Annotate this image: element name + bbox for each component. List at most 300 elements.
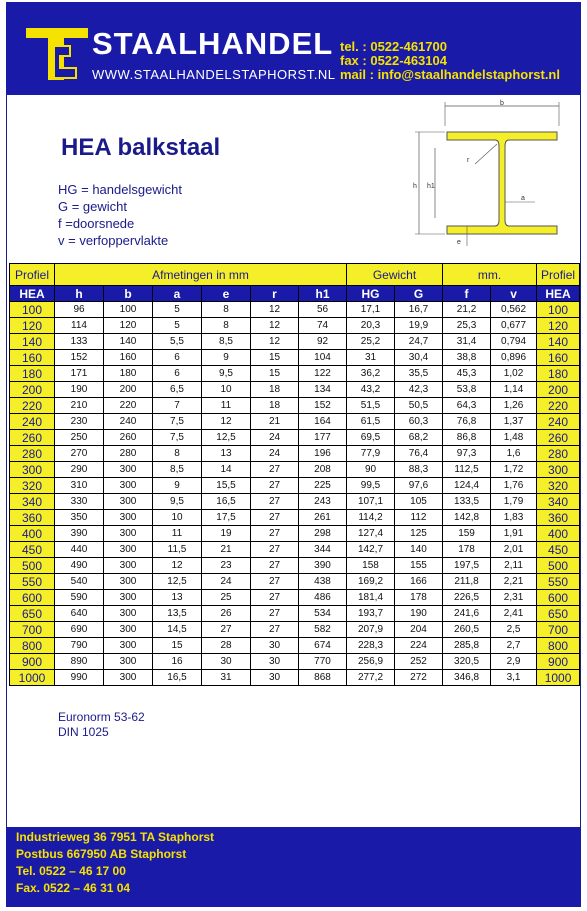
table-cell: 210: [55, 398, 104, 414]
table-cell: 1,48: [491, 430, 537, 446]
table-cell: 19,9: [395, 318, 443, 334]
table-cell: 61,5: [347, 414, 395, 430]
table-cell: 27: [251, 606, 299, 622]
table-cell: 122: [299, 366, 347, 382]
legend-v: v = verfoppervlakte: [58, 233, 169, 248]
table-cell: 300: [104, 574, 153, 590]
table-cell: 1,37: [491, 414, 537, 430]
table-cell: 8: [153, 446, 202, 462]
profile-cell: 800: [10, 638, 55, 654]
table-cell: 97,3: [443, 446, 491, 462]
table-cell: 16,5: [153, 670, 202, 686]
table-cell: 13,5: [153, 606, 202, 622]
profile-cell: 500: [10, 558, 55, 574]
table-cell: 0,794: [491, 334, 537, 350]
table-cell: 300: [104, 462, 153, 478]
profile-cell: 260: [10, 430, 55, 446]
dim-r-label: r: [467, 157, 470, 164]
table-row: [10, 334, 580, 350]
profile-cell: 650: [537, 606, 580, 622]
table-cell: 152: [299, 398, 347, 414]
table-cell: 68,2: [395, 430, 443, 446]
header-mm: mm.: [443, 264, 537, 286]
table-cell: 790: [55, 638, 104, 654]
table-cell: 9: [153, 478, 202, 494]
table-cell: 344: [299, 542, 347, 558]
table-cell: 1,79: [491, 494, 537, 510]
table-cell: 256,9: [347, 654, 395, 670]
dim-h-label: h: [413, 183, 417, 190]
profile-cell: 180: [10, 366, 55, 382]
table-cell: 25: [202, 590, 251, 606]
contact-tel: tel. : 0522-461700: [340, 39, 447, 54]
table-cell: 320,5: [443, 654, 491, 670]
table-cell: 8: [202, 318, 251, 334]
table-cell: 27: [251, 542, 299, 558]
table-cell: 224: [395, 638, 443, 654]
table-row: [10, 350, 580, 366]
table-row: [10, 510, 580, 526]
table-cell: 490: [55, 558, 104, 574]
table-cell: 171: [55, 366, 104, 382]
profile-cell: 600: [10, 590, 55, 606]
table-cell: 208: [299, 462, 347, 478]
table-cell: 12: [153, 558, 202, 574]
table-cell: 17,1: [347, 302, 395, 318]
table-cell: 97,6: [395, 478, 443, 494]
table-cell: 890: [55, 654, 104, 670]
table-cell: 164: [299, 414, 347, 430]
profile-cell: 100: [10, 302, 55, 318]
table-cell: 7: [153, 398, 202, 414]
table-cell: 159: [443, 526, 491, 542]
table-row: [10, 654, 580, 670]
table-cell: 120: [104, 318, 153, 334]
table-cell: 27: [251, 574, 299, 590]
table-cell: 10: [153, 510, 202, 526]
profile-cell: 340: [537, 494, 580, 510]
profile-cell: 140: [10, 334, 55, 350]
table-cell: 10: [202, 382, 251, 398]
profile-cell: 320: [537, 478, 580, 494]
table-cell: 540: [55, 574, 104, 590]
table-cell: 178: [395, 590, 443, 606]
profile-cell: 160: [537, 350, 580, 366]
table-cell: 125: [395, 526, 443, 542]
table-cell: 2,31: [491, 590, 537, 606]
table-row: [10, 318, 580, 334]
table-cell: 166: [395, 574, 443, 590]
table-cell: 107,1: [347, 494, 395, 510]
table-cell: 770: [299, 654, 347, 670]
table-cell: 31,4: [443, 334, 491, 350]
table-cell: 9,5: [153, 494, 202, 510]
table-cell: 13: [202, 446, 251, 462]
profile-cell: 200: [537, 382, 580, 398]
table-cell: 20,3: [347, 318, 395, 334]
table-cell: 23: [202, 558, 251, 574]
table-cell: 197,5: [443, 558, 491, 574]
table-cell: 7,5: [153, 414, 202, 430]
table-cell: 69,5: [347, 430, 395, 446]
table-cell: 6: [153, 366, 202, 382]
table-cell: 42,3: [395, 382, 443, 398]
profile-cell: 650: [10, 606, 55, 622]
table-cell: 15: [251, 350, 299, 366]
table-row: [10, 606, 580, 622]
profile-cell: 240: [10, 414, 55, 430]
table-row: [10, 670, 580, 686]
header-profiel: Profiel: [10, 264, 55, 286]
table-cell: 2,9: [491, 654, 537, 670]
table-cell: 3,1: [491, 670, 537, 686]
table-cell: 24: [202, 574, 251, 590]
table-cell: 640: [55, 606, 104, 622]
table-cell: 24: [251, 430, 299, 446]
col-header: a: [153, 286, 202, 302]
table-cell: 112: [395, 510, 443, 526]
profile-cell: 400: [537, 526, 580, 542]
header-afmetingen: Afmetingen in mm: [55, 264, 347, 286]
table-cell: 390: [299, 558, 347, 574]
table-cell: 51,5: [347, 398, 395, 414]
dim-e-label: e: [457, 239, 461, 246]
table-cell: 190: [55, 382, 104, 398]
table-row: [10, 574, 580, 590]
table-cell: 177: [299, 430, 347, 446]
table-cell: 16,5: [202, 494, 251, 510]
hea-spec-table: [9, 263, 580, 686]
profile-cell: 550: [10, 574, 55, 590]
table-cell: 2,01: [491, 542, 537, 558]
table-cell: 270: [55, 446, 104, 462]
table-cell: 18: [251, 382, 299, 398]
table-cell: 100: [104, 302, 153, 318]
table-cell: 330: [55, 494, 104, 510]
table-cell: 8,5: [202, 334, 251, 350]
table-cell: 250: [55, 430, 104, 446]
footer-fax: Fax. 0522 – 46 31 04: [16, 881, 131, 895]
table-cell: 27: [251, 494, 299, 510]
table-cell: 1,6: [491, 446, 537, 462]
table-cell: 114,2: [347, 510, 395, 526]
table-cell: 77,9: [347, 446, 395, 462]
table-cell: 24: [251, 446, 299, 462]
table-cell: 12,5: [153, 574, 202, 590]
table-cell: 0,562: [491, 302, 537, 318]
table-cell: 6: [153, 350, 202, 366]
table-cell: 134: [299, 382, 347, 398]
table-cell: 300: [104, 510, 153, 526]
website-link[interactable]: WWW.STAALHANDELSTAPHORST.NL: [92, 67, 336, 82]
footer-postbus: Postbus 667950 AB Staphorst: [16, 847, 187, 861]
table-cell: 486: [299, 590, 347, 606]
table-row: [10, 462, 580, 478]
table-cell: 28: [202, 638, 251, 654]
table-cell: 272: [395, 670, 443, 686]
table-cell: 277,2: [347, 670, 395, 686]
profile-cell: 1000: [10, 670, 55, 686]
table-cell: 868: [299, 670, 347, 686]
table-column-header: [10, 286, 580, 302]
table-cell: 24,7: [395, 334, 443, 350]
table-cell: 1,83: [491, 510, 537, 526]
table-cell: 1,26: [491, 398, 537, 414]
table-cell: 105: [395, 494, 443, 510]
footer-street: Industrieweg 36 7951 TA Staphorst: [16, 830, 215, 844]
table-cell: 140: [104, 334, 153, 350]
table-cell: 15: [251, 366, 299, 382]
col-header: HEA: [10, 286, 55, 302]
table-cell: 300: [104, 670, 153, 686]
table-cell: 298: [299, 526, 347, 542]
table-cell: 142,8: [443, 510, 491, 526]
table-cell: 26: [202, 606, 251, 622]
table-cell: 252: [395, 654, 443, 670]
contact-mail[interactable]: mail : info@staalhandelstaphorst.nl: [340, 67, 560, 82]
table-cell: 27: [251, 558, 299, 574]
table-cell: 27: [251, 478, 299, 494]
table-cell: 193,7: [347, 606, 395, 622]
table-cell: 152: [55, 350, 104, 366]
table-cell: 104: [299, 350, 347, 366]
profile-cell: 100: [537, 302, 580, 318]
table-cell: 5: [153, 318, 202, 334]
table-cell: 674: [299, 638, 347, 654]
table-cell: 181,4: [347, 590, 395, 606]
table-cell: 27: [251, 462, 299, 478]
table-cell: 990: [55, 670, 104, 686]
table-cell: 50,5: [395, 398, 443, 414]
profile-cell: 320: [10, 478, 55, 494]
footer-address: [16, 829, 214, 897]
table-cell: 346,8: [443, 670, 491, 686]
table-cell: 14,5: [153, 622, 202, 638]
profile-cell: 120: [537, 318, 580, 334]
page-title: HEA balkstaal: [61, 134, 221, 161]
profile-cell: 550: [537, 574, 580, 590]
profile-cell: 260: [537, 430, 580, 446]
profile-cell: 360: [537, 510, 580, 526]
table-row: [10, 494, 580, 510]
table-cell: 60,3: [395, 414, 443, 430]
table-cell: 133,5: [443, 494, 491, 510]
table-cell: 300: [104, 542, 153, 558]
table-cell: 53,8: [443, 382, 491, 398]
table-row: [10, 622, 580, 638]
table-cell: 211,8: [443, 574, 491, 590]
table-cell: 15: [153, 638, 202, 654]
col-header: G: [395, 286, 443, 302]
profile-cell: 900: [10, 654, 55, 670]
table-cell: 243: [299, 494, 347, 510]
col-header: h: [55, 286, 104, 302]
profile-cell: 700: [537, 622, 580, 638]
table-cell: 226,5: [443, 590, 491, 606]
table-cell: 1,76: [491, 478, 537, 494]
table-cell: 27: [251, 622, 299, 638]
profile-cell: 180: [537, 366, 580, 382]
table-cell: 11: [202, 398, 251, 414]
table-cell: 36,2: [347, 366, 395, 382]
table-cell: 114: [55, 318, 104, 334]
table-cell: 9,5: [202, 366, 251, 382]
table-cell: 1,14: [491, 382, 537, 398]
table-cell: 534: [299, 606, 347, 622]
table-cell: 18: [251, 398, 299, 414]
table-row: [10, 382, 580, 398]
table-cell: 5: [153, 302, 202, 318]
legend-f: f =doorsnede: [58, 216, 135, 231]
table-cell: 21: [202, 542, 251, 558]
table-cell: 300: [104, 526, 153, 542]
contact-fax: fax : 0522-463104: [340, 53, 447, 68]
table-row: [10, 366, 580, 382]
table-cell: 300: [104, 654, 153, 670]
table-cell: 25,2: [347, 334, 395, 350]
table-cell: 30,4: [395, 350, 443, 366]
profile-cell: 360: [10, 510, 55, 526]
table-cell: 17,5: [202, 510, 251, 526]
legend: [58, 181, 182, 249]
dim-a-label: a: [521, 195, 525, 202]
table-row: [10, 638, 580, 654]
table-cell: 590: [55, 590, 104, 606]
table-cell: 76,4: [395, 446, 443, 462]
table-cell: 310: [55, 478, 104, 494]
table-cell: 12,5: [202, 430, 251, 446]
table-cell: 27: [251, 510, 299, 526]
table-cell: 0,896: [491, 350, 537, 366]
table-cell: 21: [251, 414, 299, 430]
col-header: b: [104, 286, 153, 302]
profile-cell: 300: [10, 462, 55, 478]
table-cell: 99,5: [347, 478, 395, 494]
table-cell: 390: [55, 526, 104, 542]
table-cell: 196: [299, 446, 347, 462]
profile-cell: 280: [537, 446, 580, 462]
table-cell: 261: [299, 510, 347, 526]
table-cell: 11: [153, 526, 202, 542]
table-cell: 300: [104, 638, 153, 654]
profile-cell: 300: [537, 462, 580, 478]
table-cell: 260,5: [443, 622, 491, 638]
table-cell: 285,8: [443, 638, 491, 654]
col-header: r: [251, 286, 299, 302]
col-header: HEA: [537, 286, 580, 302]
table-cell: 16: [153, 654, 202, 670]
table-cell: 300: [104, 622, 153, 638]
table-row: [10, 590, 580, 606]
table-row: [10, 446, 580, 462]
profile-cell: 200: [10, 382, 55, 398]
table-cell: 300: [104, 590, 153, 606]
table-cell: 2,7: [491, 638, 537, 654]
table-cell: 200: [104, 382, 153, 398]
table-cell: 230: [55, 414, 104, 430]
table-cell: 2,21: [491, 574, 537, 590]
col-header: e: [202, 286, 251, 302]
profile-cell: 240: [537, 414, 580, 430]
table-cell: 9: [202, 350, 251, 366]
profile-cell: 450: [10, 542, 55, 558]
header-gewicht: Gewicht: [347, 264, 443, 286]
table-cell: 92: [299, 334, 347, 350]
col-header: f: [443, 286, 491, 302]
table-cell: 31: [202, 670, 251, 686]
table-cell: 90: [347, 462, 395, 478]
table-cell: 241,6: [443, 606, 491, 622]
table-cell: 124,4: [443, 478, 491, 494]
footer-tel: Tel. 0522 – 46 17 00: [16, 864, 126, 878]
table-cell: 56: [299, 302, 347, 318]
profile-cell: 600: [537, 590, 580, 606]
table-cell: 220: [104, 398, 153, 414]
table-cell: 8: [202, 302, 251, 318]
table-cell: 12: [251, 318, 299, 334]
dim-b-label: b: [500, 100, 504, 107]
brand-name: STAALHANDEL: [92, 26, 334, 61]
col-header: h1: [299, 286, 347, 302]
table-cell: 180: [104, 366, 153, 382]
table-cell: 74: [299, 318, 347, 334]
header-profiel-right: Profiel: [537, 264, 580, 286]
table-group-header: [10, 264, 580, 286]
legend-hg: HG = handelsgewicht: [58, 182, 182, 197]
profile-cell: 280: [10, 446, 55, 462]
table-cell: 300: [104, 478, 153, 494]
table-cell: 158: [347, 558, 395, 574]
table-cell: 1,02: [491, 366, 537, 382]
table-cell: 169,2: [347, 574, 395, 590]
staalhandel-logo-icon: [24, 22, 90, 82]
hea-profile-drawing: [405, 96, 575, 248]
table-cell: 2,41: [491, 606, 537, 622]
norms-block: [58, 710, 145, 740]
table-cell: 2,11: [491, 558, 537, 574]
contact-block: [340, 40, 560, 82]
table-cell: 35,5: [395, 366, 443, 382]
table-cell: 190: [395, 606, 443, 622]
table-cell: 27: [251, 526, 299, 542]
table-cell: 13: [153, 590, 202, 606]
table-cell: 38,8: [443, 350, 491, 366]
table-cell: 12: [202, 414, 251, 430]
table-cell: 240: [104, 414, 153, 430]
profile-cell: 800: [537, 638, 580, 654]
profile-cell: 340: [10, 494, 55, 510]
table-row: [10, 526, 580, 542]
table-cell: 12: [251, 334, 299, 350]
table-cell: 15,5: [202, 478, 251, 494]
table-cell: 225: [299, 478, 347, 494]
table-row: [10, 414, 580, 430]
table-cell: 1,91: [491, 526, 537, 542]
table-cell: 64,3: [443, 398, 491, 414]
legend-g: G = gewicht: [58, 199, 128, 214]
table-cell: 112,5: [443, 462, 491, 478]
table-cell: 440: [55, 542, 104, 558]
table-cell: 155: [395, 558, 443, 574]
table-cell: 30: [251, 638, 299, 654]
table-cell: 27: [251, 590, 299, 606]
table-cell: 350: [55, 510, 104, 526]
table-cell: 45,3: [443, 366, 491, 382]
table-cell: 25,3: [443, 318, 491, 334]
profile-cell: 400: [10, 526, 55, 542]
table-row: [10, 302, 580, 318]
profile-cell: 700: [10, 622, 55, 638]
